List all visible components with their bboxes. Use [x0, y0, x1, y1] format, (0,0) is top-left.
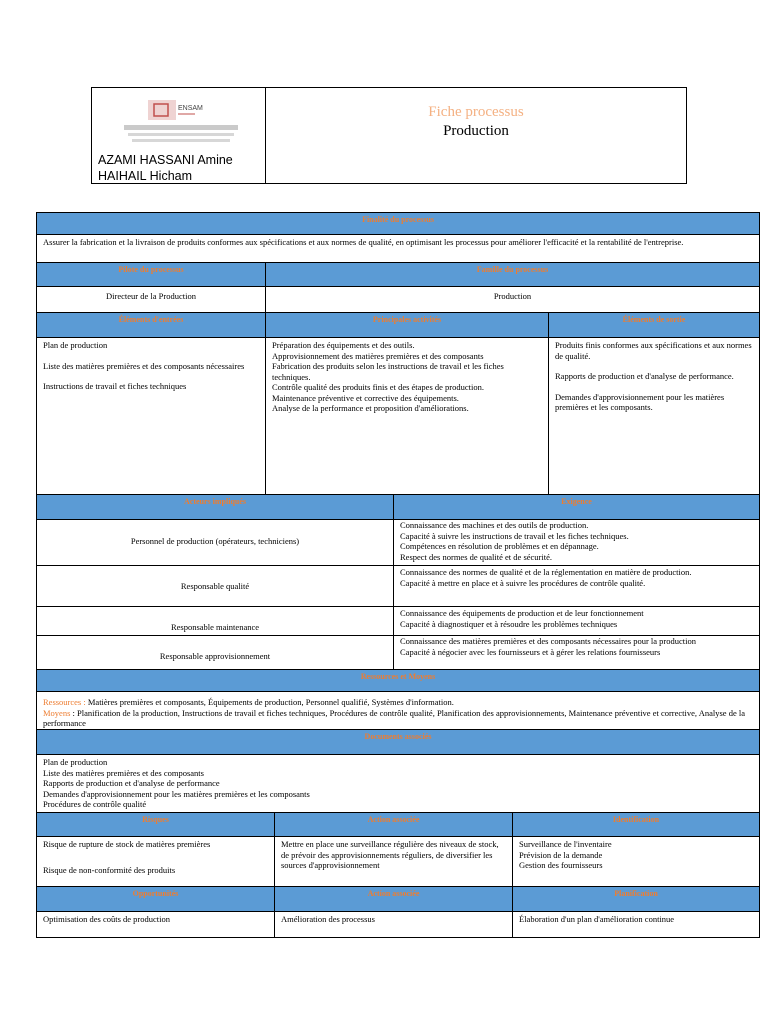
exigence-header: Exigence: [394, 495, 759, 520]
documents-list: [37, 755, 759, 813]
moyens-line: [43, 708, 753, 729]
ressources-label: Ressources :: [43, 697, 86, 707]
acteur-reqs: [394, 607, 759, 636]
header-left-cell: [92, 88, 266, 183]
sortie-item: Rapports de production et d'analyse de performance.: [555, 371, 734, 381]
acteur-name: Responsable approvisionnement: [37, 636, 394, 670]
entrees-list: [37, 338, 266, 495]
risques-identification-header: Identification: [513, 813, 759, 837]
ressources-value: Matières premières et composants, Équipements de production, Personnel qualifié, Systèmes d'information.: [85, 697, 454, 707]
activites-list: [266, 338, 549, 495]
process-sheet-table: [36, 212, 760, 938]
acteur-reqs: [394, 520, 759, 566]
acteurs-header: Acteurs impliqués: [37, 495, 394, 520]
risques-identification: [513, 837, 759, 887]
entree-item: Instructions de travail et fiches techniques: [43, 381, 187, 391]
document-item: Procédures de contrôle qualité: [43, 799, 147, 809]
risque-item: Risque de rupture de stock de matières premières: [43, 839, 211, 849]
req-item: Connaissance des machines et des outils de production.: [400, 520, 589, 530]
activite-item: Maintenance préventive et corrective des équipements.: [272, 392, 459, 403]
document-title: Fiche processus: [428, 104, 524, 120]
famille-header: Famille du processus: [266, 263, 759, 287]
req-item: Capacité à négocier avec les fournisseurs et à gérer les relations fournisseurs: [400, 646, 661, 657]
req-item: Connaissance des équipements de production et de leur fonctionnement: [400, 608, 644, 618]
header-right-cell: [266, 88, 686, 183]
opportunites-action-header: Action associée: [275, 887, 513, 912]
authors-block: [98, 152, 233, 184]
risques-action-header: Action associée: [275, 813, 513, 837]
entrees-header: Éléments d'entrées: [37, 313, 266, 338]
req-item: Respect des normes de qualité et de sécurité.: [400, 551, 552, 562]
req-item: Connaissance des matières premières et des composants nécessaires pour la production: [400, 636, 696, 646]
risques-action: Mettre en place une surveillance régulière des niveaux de stock, de prévoir des approvisionnements réguliers, de diversifier les sources d'approvisionnement: [275, 837, 513, 887]
entree-item: Liste des matières premières et des composants nécessaires: [43, 360, 245, 371]
req-item: Connaissance des normes de qualité et de la réglementation en matière de production.: [400, 567, 692, 577]
document-header: [91, 87, 687, 184]
risques-header: Risques: [37, 813, 275, 837]
finalite-header: Finalité du processus: [37, 213, 759, 235]
ensam-logo: [120, 98, 242, 148]
req-item: Capacité à mettre en place et à suivre les procédures de contrôle qualité.: [400, 577, 646, 588]
sortie-item: Demandes d'approvisionnement pour les matières premières et les composants.: [555, 391, 725, 412]
opportunites-header: Opportunités: [37, 887, 275, 912]
activite-item: Fabrication des produits selon les instructions de travail et les fiches techniques.: [272, 361, 504, 382]
moyens-value: : Planification de la production, Instructions de travail et fiches techniques, Procédures de contrôle qualité, Planification des approvisionnements, Maintenance préventive et corrective, Analyse de la performance: [43, 707, 745, 728]
identification-item: Surveillance de l'inventaire: [519, 839, 612, 849]
identification-item: Gestion des fournisseurs: [519, 860, 603, 870]
pilote-value: Directeur de la Production: [37, 287, 266, 313]
risque-item: Risque de non-conformité des produits: [43, 864, 176, 875]
famille-value: Production: [266, 287, 759, 313]
document-item: Demandes d'approvisionnement pour les matières premières et les composants: [43, 788, 310, 799]
opportunite-action: Amélioration des processus: [275, 912, 513, 937]
activite-item: Préparation des équipements et des outils.: [272, 340, 415, 350]
activite-item: Analyse de la performance et proposition d'améliorations.: [272, 403, 469, 413]
document-item: Liste des matières premières et des composants: [43, 767, 204, 778]
req-item: Compétences en résolution de problèmes et en dépannage.: [400, 541, 599, 551]
document-item: Plan de production: [43, 757, 108, 767]
activite-item: Contrôle qualité des produits finis et des étapes de production.: [272, 382, 484, 392]
risques-list: [37, 837, 275, 887]
activite-item: Approvisionnement des matières premières et des composants: [272, 350, 484, 361]
moyens-label: Moyens: [43, 707, 71, 718]
acteur-name: Responsable maintenance: [37, 607, 394, 636]
entree-item: Plan de production: [43, 340, 108, 350]
sortie-item: Produits finis conformes aux spécifications et aux normes de qualité.: [555, 340, 752, 361]
identification-item: Prévision de la demande: [519, 849, 603, 860]
pilote-header: Pilote du processus: [37, 263, 266, 287]
req-item: Capacité à suivre les instructions de travail et les fiches techniques.: [400, 530, 629, 541]
ressources-header: Ressources et Moyens: [37, 670, 759, 692]
acteur-reqs: [394, 566, 759, 607]
author-2: HAIHAIL Hicham: [98, 169, 193, 183]
opportunite-plan: Élaboration d'un plan d'amélioration continue: [519, 914, 675, 924]
acteur-reqs: [394, 636, 759, 670]
ressources-line: [43, 697, 753, 708]
sorties-header: Éléments de sortie: [549, 313, 759, 338]
finalite-text: Assurer la fabrication et la livraison de produits conformes aux spécifications et aux normes de qualité, en optimisant les processus pour améliorer l'efficacité et la rentabilité de l'entreprise.: [37, 235, 759, 263]
opportunite-item: Optimisation des coûts de production: [37, 912, 275, 937]
acteur-name: Personnel de production (opérateurs, techniciens): [37, 520, 394, 566]
opportunites-plan-header: Planification: [513, 887, 759, 912]
sorties-list: [549, 338, 759, 495]
activites-header: Principales activités: [266, 313, 549, 338]
document-item: Rapports de production et d'analyse de performance: [43, 778, 220, 788]
ressources-text: [37, 692, 759, 730]
document-subtitle: Production: [443, 123, 509, 139]
req-item: Capacité à diagnostiquer et à résoudre les problèmes techniques: [400, 618, 618, 629]
logo-text: ENSAM: [178, 105, 203, 112]
author-1: AZAMI HASSANI Amine: [98, 153, 233, 167]
acteur-name: Responsable qualité: [37, 566, 394, 607]
documents-header: Documents associés: [37, 730, 759, 755]
